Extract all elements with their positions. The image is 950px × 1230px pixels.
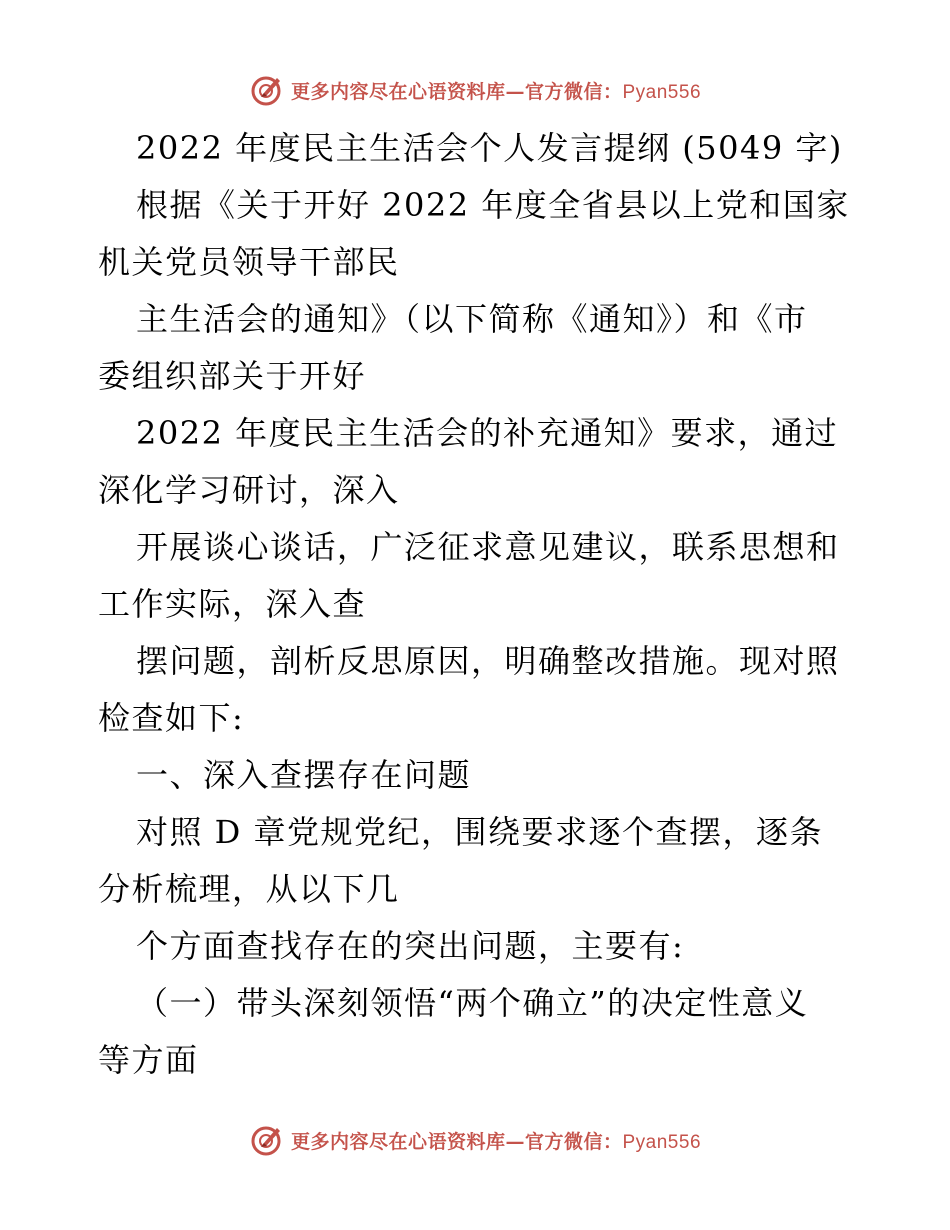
- text-line: （一）带头深刻领悟“两个确立”的决定性意义: [136, 984, 809, 1022]
- brand-logo-icon: [249, 1123, 283, 1157]
- text-line: 工作实际，深入查: [98, 585, 367, 623]
- text-line: 开展谈心谈话，广泛征求意见建议，联系思想和: [136, 528, 840, 566]
- text-line: 2022 年度民主生活会的补充通知》要求，通过: [136, 414, 839, 452]
- watermark-wechat-id: Pyan556: [622, 81, 702, 103]
- watermark-text: 更多内容尽在心语资料库—官方微信：Pyan556: [290, 80, 702, 103]
- text-line: 根据《关于开好 2022 年度全省县以上党和国家: [136, 186, 850, 224]
- text-line: 检查如下:: [98, 699, 245, 737]
- watermark-banner-bottom: [0, 1118, 950, 1162]
- text-line: 主生活会的通知》（以下简称《通知》）和《市: [136, 300, 808, 338]
- watermark-text: 更多内容尽在心语资料库—官方微信：Pyan556: [290, 1130, 702, 1153]
- watermark-banner-top: [0, 68, 950, 112]
- brand-logo-icon: [249, 73, 283, 107]
- text-line: 等方面: [98, 1041, 199, 1079]
- text-line: 一、深入查摆存在问题: [136, 756, 472, 794]
- document-body: [98, 120, 858, 1089]
- text-line: 摆问题，剖析反思原因，明确整改措施。现对照: [136, 642, 840, 680]
- text-line: 分析梳理，从以下几: [98, 870, 400, 908]
- text-line: 机关党员领导干部民: [98, 243, 400, 281]
- watermark-wechat-id: Pyan556: [622, 1131, 702, 1153]
- text-line: 深化学习研讨，深入: [98, 471, 400, 509]
- text-line: 对照 D 章党规党纪，围绕要求逐个查摆，逐条: [136, 813, 824, 851]
- text-line: 委组织部关于开好: [98, 357, 367, 395]
- text-line: 2022 年度民主生活会个人发言提纲 (5049 字): [136, 129, 843, 167]
- text-line: 个方面查找存在的突出问题，主要有:: [136, 927, 685, 965]
